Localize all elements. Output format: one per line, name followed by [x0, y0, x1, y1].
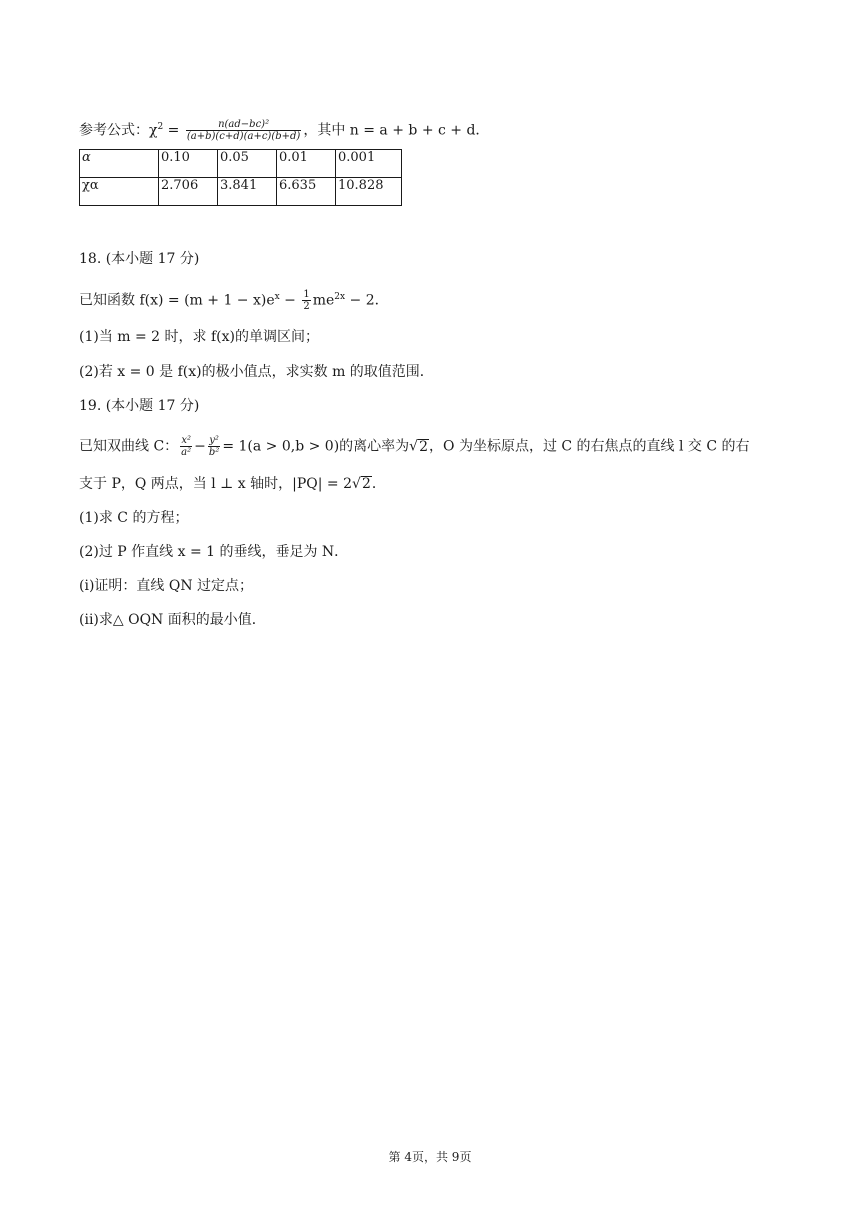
table-cell: 6.635	[277, 178, 336, 206]
q18-exp2: 2x	[334, 292, 346, 302]
formula-prefix: 参考公式：χ	[79, 122, 158, 139]
x2-fraction	[180, 435, 192, 458]
q18-title: 18. (本小题 17 分)	[79, 251, 200, 267]
fraction-numerator: y²	[209, 435, 219, 446]
formula-eq: =	[163, 122, 184, 139]
table-cell: 3.841	[218, 178, 277, 206]
q19-part1: (1)求 C 的方程；	[79, 510, 189, 526]
q19-title: 19. (本小题 17 分)	[79, 398, 200, 414]
formula-sup: 2	[157, 122, 164, 132]
table-cell: 10.828	[336, 178, 402, 206]
q19-part2-i: (i)证明：直线 QN 过定点；	[79, 578, 254, 594]
sqrt-value: 2	[361, 476, 371, 492]
table-cell: 0.001	[336, 150, 402, 178]
q18-part2: (2)若 x = 0 是 f(x)的极小值点，求实数 m 的取值范围．	[79, 364, 434, 380]
table-cell: χα	[80, 178, 159, 206]
q19-stem-b: = 1(a > 0,b > 0)的离心率为	[222, 438, 410, 455]
q19-stem-c: ，O 为坐标原点，过 C 的右焦点的直线 l 交 C 的右	[429, 438, 750, 455]
q18-stem-d: − 2．	[345, 292, 389, 309]
q19-part2-ii: (ii)求△ OQN 面积的最小值．	[79, 612, 266, 628]
sqrt-sign: √	[352, 476, 361, 492]
fraction-denominator: a²	[181, 447, 192, 458]
table-cell: 0.05	[218, 150, 277, 178]
chi-square-fraction	[186, 119, 301, 142]
minus-sign: −	[194, 438, 206, 455]
reference-formula	[79, 117, 489, 142]
table-cell: 0.10	[159, 150, 218, 178]
page-footer: 第 4页，共 9页	[388, 1150, 472, 1164]
q19-stem2-a: 支于 P，Q 两点，当 l ⊥ x 轴时，|PQ| = 2	[79, 476, 353, 492]
fraction-numerator: 1	[303, 289, 310, 301]
fraction-numerator: x²	[181, 435, 191, 446]
table-row	[80, 178, 402, 206]
y2-fraction	[208, 435, 220, 458]
fraction-denominator: 2	[303, 301, 310, 313]
sqrt-sign: √	[409, 438, 419, 455]
q18-stem	[79, 287, 389, 312]
q18-stem-c: me	[312, 292, 335, 309]
fraction-denominator: b²	[208, 447, 220, 458]
q18-stem-a: 已知函数 f(x) = (m + 1 − x)e	[79, 292, 275, 309]
table-cell: α	[80, 150, 159, 178]
q19-stem-a: 已知双曲线 C：	[79, 438, 179, 455]
q18-part1: (1)当 m = 2 时，求 f(x)的单调区间；	[79, 329, 319, 345]
formula-suffix: ，其中 n = a + b + c + d．	[303, 122, 490, 139]
q18-stem-b: −	[279, 292, 301, 309]
fraction-denominator: (a+b)(c+d)(a+c)(b+d)	[186, 131, 301, 143]
fraction-numerator: n(ad−bc)²	[186, 119, 301, 131]
q19-stem2-b: ．	[371, 476, 386, 492]
sqrt-value: 2	[419, 438, 429, 455]
q19-stem-line1	[79, 435, 750, 458]
q19-part2: (2)过 P 作直线 x = 1 的垂线，垂足为 N．	[79, 544, 349, 560]
half-fraction	[302, 289, 310, 312]
table-cell: 2.706	[159, 178, 218, 206]
critical-value-table	[79, 149, 402, 206]
table-cell: 0.01	[277, 150, 336, 178]
q19-stem-line2	[79, 474, 386, 494]
table-row	[80, 150, 402, 178]
q18-exp1: x	[274, 292, 280, 302]
